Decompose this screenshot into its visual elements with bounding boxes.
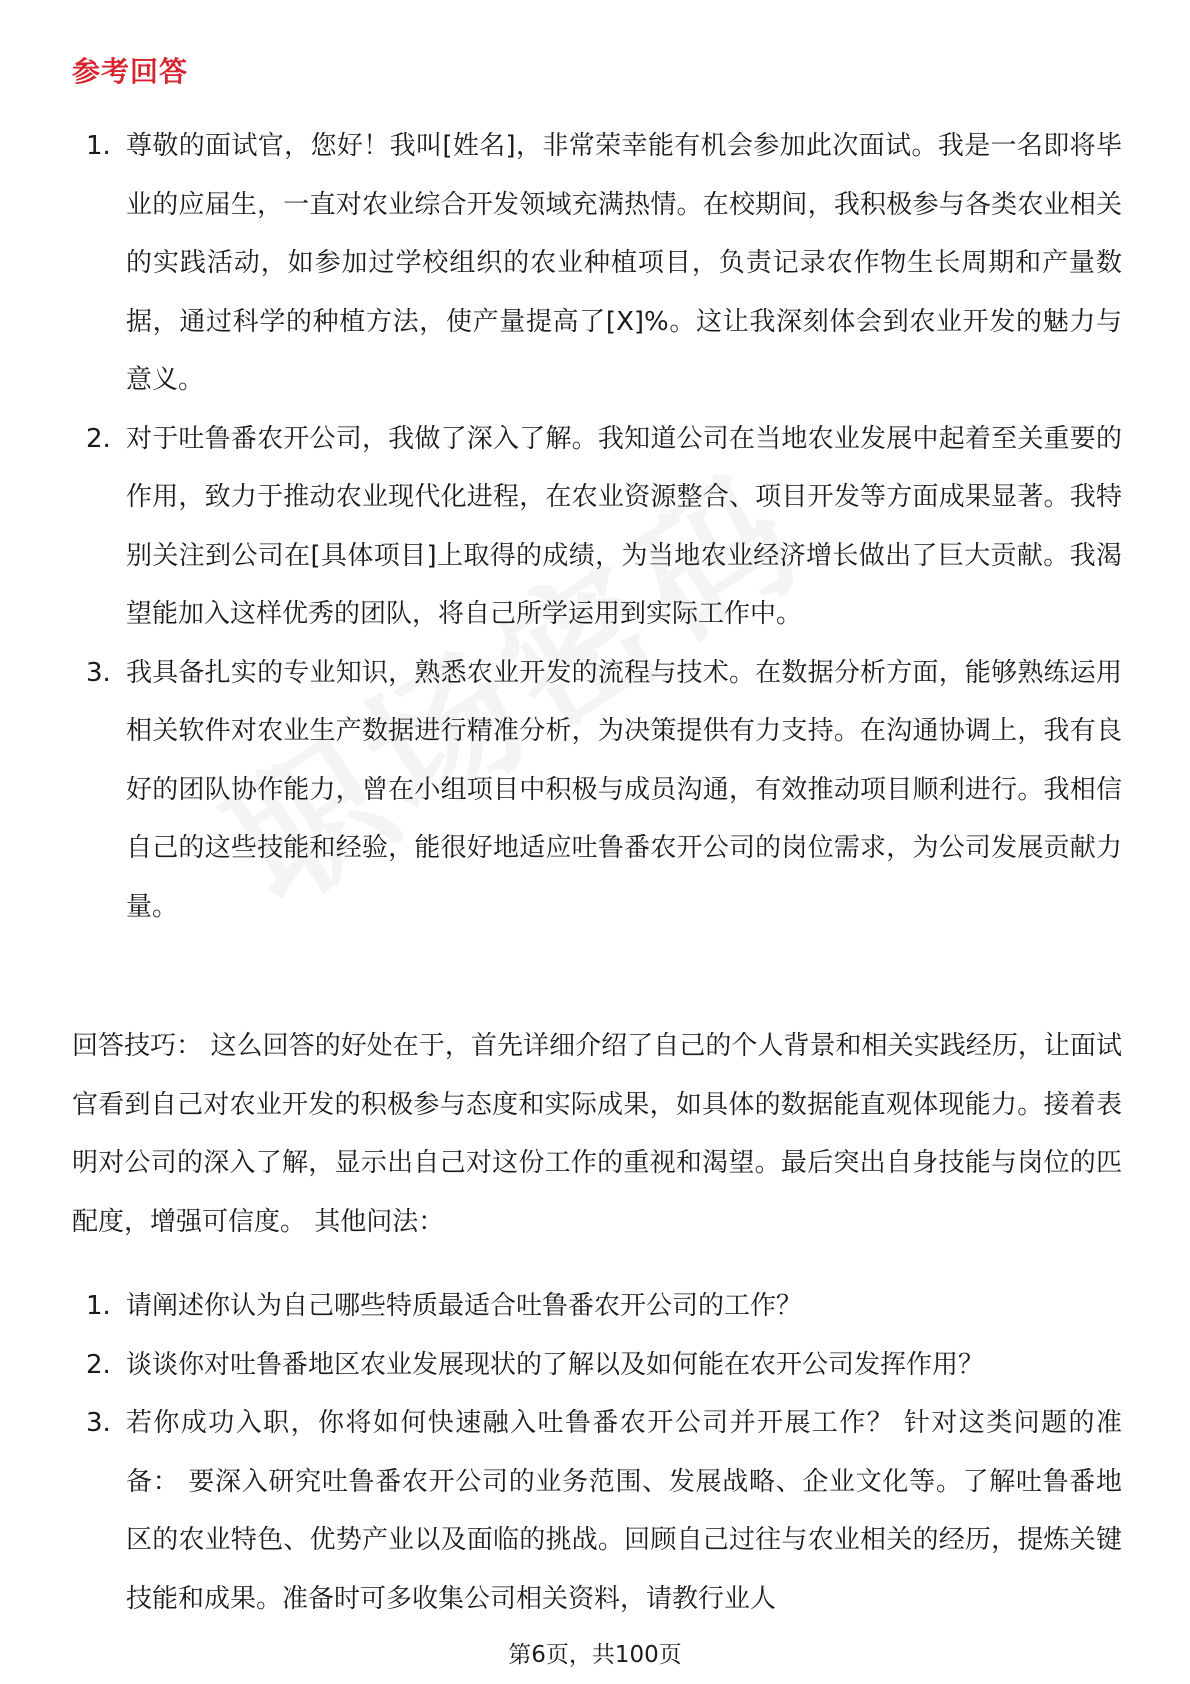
section-title: 参考回答 [72, 55, 189, 88]
page-footer: 第6页，共100页 [508, 1642, 682, 1668]
list-number: 2. [86, 1349, 111, 1380]
question-text: 谈谈你对吐鲁番地区农业发展现状的了解以及如何能在农开公司发挥作用？ [126, 1349, 985, 1380]
answer-list [72, 117, 1122, 936]
list-number: 1. [86, 1291, 111, 1321]
answer-text: 对于吐鲁番农开公司，我做了深入了解。我知道公司在当地农业发展中起着至关重要的作用，致力于推动农业现代化进程，在农业资源整合、项目开发等方面成果显著。我特别关注到公司在[具体项目]上取得的成绩，为当地农业经济增长做出了巨大贡献。我渴望能加入这样优秀的团队，将自己所学运用到实际工作中。 [126, 423, 1122, 629]
question-text: 请阐述你认为自己哪些特质最适合吐鲁番农开公司的工作？ [126, 1291, 803, 1321]
question-item [72, 1277, 1122, 1336]
list-number: 3. [86, 657, 111, 688]
question-text: 若你成功入职，你将如何快速融入吐鲁番农开公司并开展工作？ 针对这类问题的准备： 要深入研究吐鲁番农开公司的业务范围、发展战略、企业文化等。了解吐鲁番地区的农业特色、优势产业以及面临的挑战。回顾自己过往与农业相关的经历，提炼关键技能和成果。准备时可多收集公司相关资料，请教行业人 [126, 1408, 1122, 1614]
answer-item [72, 644, 1122, 937]
question-item [72, 1336, 1122, 1395]
answer-item [72, 117, 1122, 410]
list-number: 1. [86, 131, 111, 161]
other-questions-list [72, 1277, 1122, 1628]
answer-item [72, 410, 1122, 644]
answer-text: 我具备扎实的专业知识，熟悉农业开发的流程与技术。在数据分析方面，能够熟练运用相关软件对农业生产数据进行精准分析，为决策提供有力支持。在沟通协调上，我有良好的团队协作能力，曾在小组项目中积极与成员沟通，有效推动项目顺利进行。我相信自己的这些技能和经验，能很好地适应吐鲁番农开公司的岗位需求，为公司发展贡献力量。 [126, 657, 1122, 922]
list-number: 3. [86, 1408, 111, 1438]
answer-text: 尊敬的面试官，您好！我叫[姓名]，非常荣幸能有机会参加此次面试。我是一名即将毕业的应届生，一直对农业综合开发领域充满热情。在校期间，我积极参与各类农业相关的实践活动，如参加过学校组织的农业种植项目，负责记录农作物生长周期和产量数据，通过科学的种植方法，使产量提高了[X]%。这让我深刻体会到农业开发的魅力与意义。 [126, 131, 1122, 395]
question-item [72, 1394, 1122, 1628]
list-number: 2. [86, 423, 111, 454]
tips-paragraph: 回答技巧： 这么回答的好处在于，首先详细介绍了自己的个人背景和相关实践经历，让面试官看到自己对农业开发的积极参与态度和实际成果，如具体的数据能直观体现能力。接着表明对公司的深入了解，显示出自己对这份工作的重视和渴望。最后突出自身技能与岗位的匹配度，增强可信度。 其他问法： [72, 1031, 1122, 1237]
